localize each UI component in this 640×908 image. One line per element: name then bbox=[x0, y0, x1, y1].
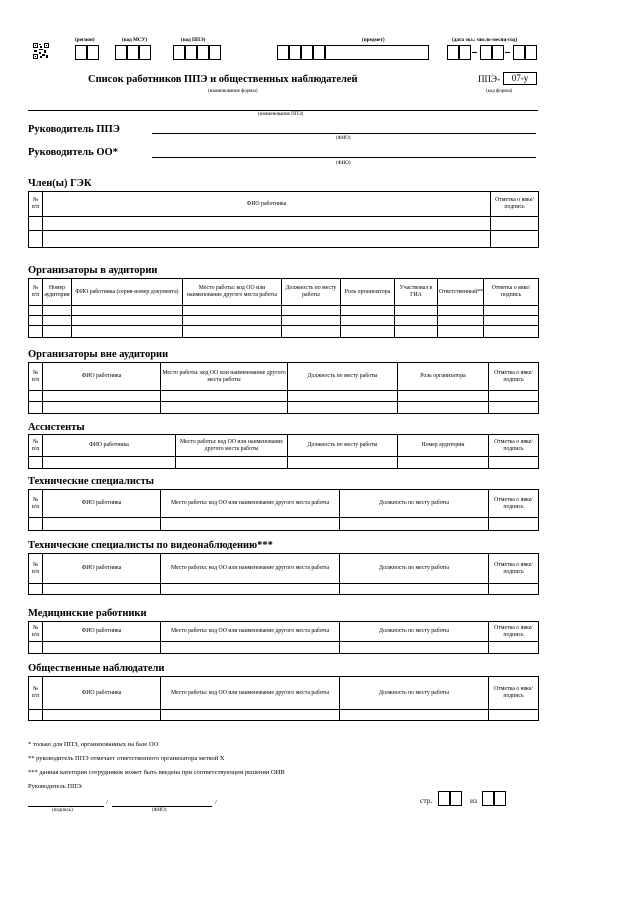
table-cell[interactable] bbox=[489, 710, 539, 721]
section-title-med: Медицинские работники bbox=[28, 608, 147, 619]
col-sign: Отметка о явке/ подпись bbox=[484, 279, 539, 306]
table-cell[interactable] bbox=[340, 710, 489, 721]
date-year-digit-box[interactable] bbox=[525, 45, 537, 60]
col-sign: Отметка о явке/ подпись bbox=[489, 490, 539, 518]
col-number: № п/п bbox=[29, 554, 43, 584]
table-cell[interactable] bbox=[438, 306, 484, 316]
oo-head-label: Руководитель ОО* bbox=[28, 147, 118, 158]
footer-fio-line[interactable] bbox=[112, 806, 212, 807]
footer-sign-caption: (подпись) bbox=[52, 808, 73, 813]
col-fio: ФИО работника bbox=[43, 677, 161, 710]
footer-ppe-head-label: Руководитель ППЭ: bbox=[28, 783, 83, 790]
ppe-name-line[interactable] bbox=[28, 110, 538, 111]
table-cell[interactable] bbox=[29, 391, 43, 402]
table-cell[interactable] bbox=[489, 457, 539, 469]
table-cell[interactable] bbox=[489, 402, 539, 414]
table-cell[interactable] bbox=[341, 306, 395, 316]
table-cell[interactable] bbox=[282, 326, 341, 338]
msu-digit-box[interactable] bbox=[139, 45, 151, 60]
qr-code bbox=[33, 43, 49, 59]
table-org-in bbox=[28, 278, 539, 338]
col-position: Должность по месту работы bbox=[282, 279, 341, 306]
table-cell[interactable] bbox=[29, 710, 43, 721]
form-code-prefix: ППЭ- bbox=[478, 74, 500, 84]
table-cell[interactable] bbox=[161, 402, 288, 414]
subject-digit-box[interactable] bbox=[277, 45, 289, 60]
footnote-1: * только для ППЭ, организованных на базе ОО bbox=[28, 741, 159, 748]
table-cell[interactable] bbox=[72, 326, 183, 338]
section-title-obs: Общественные наблюдатели bbox=[28, 663, 165, 674]
ppe-head-label: Руководитель ППЭ bbox=[28, 124, 120, 135]
table-cell[interactable] bbox=[340, 518, 489, 531]
col-position: Должность по месту работы bbox=[340, 490, 489, 518]
table-cell[interactable] bbox=[29, 316, 43, 326]
section-title-org-out: Организаторы вне аудитории bbox=[28, 349, 169, 360]
table-cell[interactable] bbox=[438, 326, 484, 338]
table-cell[interactable] bbox=[43, 306, 72, 316]
table-cell[interactable] bbox=[183, 316, 282, 326]
table-cell[interactable] bbox=[484, 316, 539, 326]
table-cell[interactable] bbox=[29, 306, 43, 316]
table-cell[interactable] bbox=[29, 231, 43, 248]
col-workplace: Место работы: код ОО или наименование другого места работы bbox=[161, 622, 340, 642]
table-cell[interactable] bbox=[161, 642, 340, 654]
of-label: из bbox=[470, 796, 477, 805]
date-month-digit-box[interactable] bbox=[492, 45, 504, 60]
table-cell[interactable] bbox=[398, 457, 489, 469]
table-cell[interactable] bbox=[183, 306, 282, 316]
table-cell[interactable] bbox=[398, 391, 489, 402]
table-cell[interactable] bbox=[29, 217, 43, 231]
table-cell[interactable] bbox=[29, 642, 43, 654]
table-cell[interactable] bbox=[491, 231, 539, 248]
table-org-out bbox=[28, 362, 539, 414]
table-cell[interactable] bbox=[161, 391, 288, 402]
table-cell[interactable] bbox=[484, 306, 539, 316]
table-cell[interactable] bbox=[29, 402, 43, 414]
col-fio: ФИО работника bbox=[43, 435, 176, 457]
table-cell[interactable] bbox=[43, 518, 161, 531]
col-number: № п/п bbox=[29, 363, 43, 391]
col-sign: Отметка о явке/ подпись bbox=[491, 192, 539, 217]
col-role: Роль организатора bbox=[398, 363, 489, 391]
table-cell[interactable] bbox=[491, 217, 539, 231]
table-cell[interactable] bbox=[489, 518, 539, 531]
ppe-head-line[interactable] bbox=[152, 133, 536, 134]
col-number: № п/п bbox=[29, 490, 43, 518]
subject-label: (предмет) bbox=[362, 37, 385, 43]
col-number: № п/п bbox=[29, 622, 43, 642]
col-sign: Отметка о явке/ подпись bbox=[489, 554, 539, 584]
table-cell[interactable] bbox=[29, 457, 43, 469]
table-cell[interactable] bbox=[43, 316, 72, 326]
table-cell[interactable] bbox=[161, 710, 340, 721]
table-cell[interactable] bbox=[29, 584, 43, 595]
msu-digit-box[interactable] bbox=[127, 45, 139, 60]
col-number: № п/п bbox=[29, 192, 43, 217]
col-sign: Отметка о явке/ подпись bbox=[489, 363, 539, 391]
col-auditorium: Номер аудитории bbox=[43, 279, 72, 306]
col-sign: Отметка о явке/ подпись bbox=[489, 677, 539, 710]
col-fio: ФИО работника (серия-номер документа) bbox=[72, 279, 183, 306]
date-day-digit-box[interactable] bbox=[447, 45, 459, 60]
col-workplace: Место работы: код ОО или наименование другого места работы bbox=[161, 363, 288, 391]
region-label: (регион) bbox=[75, 37, 95, 43]
total-digit-box[interactable] bbox=[482, 791, 494, 806]
region-digit-box[interactable] bbox=[87, 45, 99, 60]
col-role: Роль организатора bbox=[341, 279, 395, 306]
table-cell[interactable] bbox=[395, 316, 438, 326]
col-position: Должность по месту работы bbox=[340, 554, 489, 584]
col-auditorium: Номер аудитории bbox=[398, 435, 489, 457]
oo-head-line[interactable] bbox=[152, 157, 536, 158]
section-title-org-in: Организаторы в аудитории bbox=[28, 265, 158, 276]
total-digit-box[interactable] bbox=[494, 791, 506, 806]
page-title: Список работников ППЭ и общественных наблюдателей bbox=[88, 74, 358, 85]
section-title-video: Технические специалисты по видеонаблюдению*** bbox=[28, 540, 273, 551]
table-assist bbox=[28, 434, 539, 469]
subject-digit-box[interactable] bbox=[301, 45, 313, 60]
col-position: Должность по месту работы bbox=[288, 363, 398, 391]
table-cell[interactable] bbox=[395, 326, 438, 338]
table-cell[interactable] bbox=[29, 326, 43, 338]
table-cell[interactable] bbox=[43, 391, 161, 402]
table-cell[interactable] bbox=[183, 326, 282, 338]
footer-sign-line[interactable] bbox=[28, 806, 104, 807]
section-title-assist: Ассистенты bbox=[28, 422, 85, 433]
form-code-caption: (код формы) bbox=[486, 89, 513, 94]
table-cell[interactable] bbox=[341, 326, 395, 338]
col-position: Должность по месту работы bbox=[340, 622, 489, 642]
ppe-head-fio-caption: (ФИО) bbox=[336, 136, 351, 141]
col-workplace: Место работы: код ОО или наименование другого места работы bbox=[183, 279, 282, 306]
col-position: Должность по месту работы bbox=[340, 677, 489, 710]
oo-head-fio-caption: (ФИО) bbox=[336, 161, 351, 166]
col-sign: Отметка о явке/ подпись bbox=[489, 435, 539, 457]
col-responsible: Ответственный** bbox=[438, 279, 484, 306]
subject-digit-box[interactable] bbox=[289, 45, 301, 60]
section-title-tech: Технические специалисты bbox=[28, 476, 154, 487]
table-cell[interactable] bbox=[161, 518, 340, 531]
page-digit-box[interactable] bbox=[450, 791, 462, 806]
col-fio: ФИО работника bbox=[43, 192, 491, 217]
table-cell[interactable] bbox=[29, 518, 43, 531]
slash-separator: / bbox=[106, 799, 108, 806]
footer-fio-caption: (ФИО) bbox=[152, 808, 167, 813]
table-cell[interactable] bbox=[43, 402, 161, 414]
ppe-name-caption: (наименование ППЭ) bbox=[258, 112, 304, 117]
table-cell[interactable] bbox=[161, 584, 340, 595]
table-tech bbox=[28, 489, 539, 531]
date-day-digit-box[interactable] bbox=[459, 45, 471, 60]
slash-separator: / bbox=[215, 799, 217, 806]
ppe-code-digit-box[interactable] bbox=[185, 45, 197, 60]
date-month-digit-box[interactable] bbox=[480, 45, 492, 60]
col-workplace: Место работы: код ОО или наименование другого места работы bbox=[176, 435, 288, 457]
table-cell[interactable] bbox=[340, 584, 489, 595]
ppe-code-digit-box[interactable] bbox=[197, 45, 209, 60]
col-fio: ФИО работника bbox=[43, 490, 161, 518]
table-cell[interactable] bbox=[341, 316, 395, 326]
table-cell[interactable] bbox=[72, 316, 183, 326]
title-caption: (наименование формы) bbox=[208, 89, 258, 94]
subject-name-box[interactable] bbox=[325, 45, 429, 60]
col-fio: ФИО работника bbox=[43, 554, 161, 584]
table-cell[interactable] bbox=[395, 306, 438, 316]
table-cell[interactable] bbox=[43, 326, 72, 338]
table-cell[interactable] bbox=[398, 402, 489, 414]
col-workplace: Место работы: код ОО или наименование другого места работы bbox=[161, 490, 340, 518]
table-cell[interactable] bbox=[438, 316, 484, 326]
table-cell[interactable] bbox=[484, 326, 539, 338]
table-video bbox=[28, 553, 539, 595]
col-position: Должность по месту работы bbox=[288, 435, 398, 457]
table-cell[interactable] bbox=[282, 306, 341, 316]
table-cell[interactable] bbox=[72, 306, 183, 316]
table-gek bbox=[28, 191, 539, 248]
page-label: стр. bbox=[420, 796, 433, 805]
page-digit-box[interactable] bbox=[438, 791, 450, 806]
form-code-box: 07-у bbox=[503, 72, 537, 85]
table-cell[interactable] bbox=[489, 584, 539, 595]
col-number: № п/п bbox=[29, 279, 43, 306]
col-gia: Участвовал в ГИА bbox=[395, 279, 438, 306]
table-cell[interactable] bbox=[288, 402, 398, 414]
table-cell[interactable] bbox=[489, 391, 539, 402]
col-fio: ФИО работника bbox=[43, 622, 161, 642]
table-cell[interactable] bbox=[43, 642, 161, 654]
table-cell[interactable] bbox=[43, 231, 491, 248]
table-cell[interactable] bbox=[288, 391, 398, 402]
col-workplace: Место работы: код ОО или наименование другого места работы bbox=[161, 554, 340, 584]
table-cell[interactable] bbox=[176, 457, 288, 469]
col-workplace: Место работы: код ОО или наименование другого места работы bbox=[161, 677, 340, 710]
subject-digit-box[interactable] bbox=[313, 45, 325, 60]
region-digit-box[interactable] bbox=[75, 45, 87, 60]
ppe-code-label: (код ППЭ) bbox=[181, 37, 206, 43]
table-cell[interactable] bbox=[43, 584, 161, 595]
footnote-3: *** данная категория сотрудников может быть введена при соответствующем решении ОИВ bbox=[28, 769, 285, 776]
col-number: № п/п bbox=[29, 677, 43, 710]
table-med bbox=[28, 621, 539, 654]
col-sign: Отметка о явке/ подпись bbox=[489, 622, 539, 642]
date-year-digit-box[interactable] bbox=[513, 45, 525, 60]
table-cell[interactable] bbox=[43, 217, 491, 231]
table-cell[interactable] bbox=[43, 457, 176, 469]
date-separator bbox=[472, 52, 477, 53]
table-cell[interactable] bbox=[489, 642, 539, 654]
msu-label: (код МСУ) bbox=[122, 37, 148, 43]
msu-digit-box[interactable] bbox=[115, 45, 127, 60]
table-obs bbox=[28, 676, 539, 721]
table-cell[interactable] bbox=[340, 642, 489, 654]
date-separator bbox=[505, 52, 510, 53]
ppe-code-digit-box[interactable] bbox=[173, 45, 185, 60]
date-label: (дата экз.: число-месяц-год) bbox=[452, 37, 518, 43]
col-fio: ФИО работника bbox=[43, 363, 161, 391]
col-number: № п/п bbox=[29, 435, 43, 457]
section-title-gek: Член(ы) ГЭК bbox=[28, 178, 92, 189]
table-cell[interactable] bbox=[43, 710, 161, 721]
table-cell[interactable] bbox=[282, 316, 341, 326]
table-cell[interactable] bbox=[288, 457, 398, 469]
ppe-code-digit-box[interactable] bbox=[209, 45, 221, 60]
footnote-2: ** руководитель ППЭ отмечает ответственного организатора меткой X bbox=[28, 755, 225, 762]
